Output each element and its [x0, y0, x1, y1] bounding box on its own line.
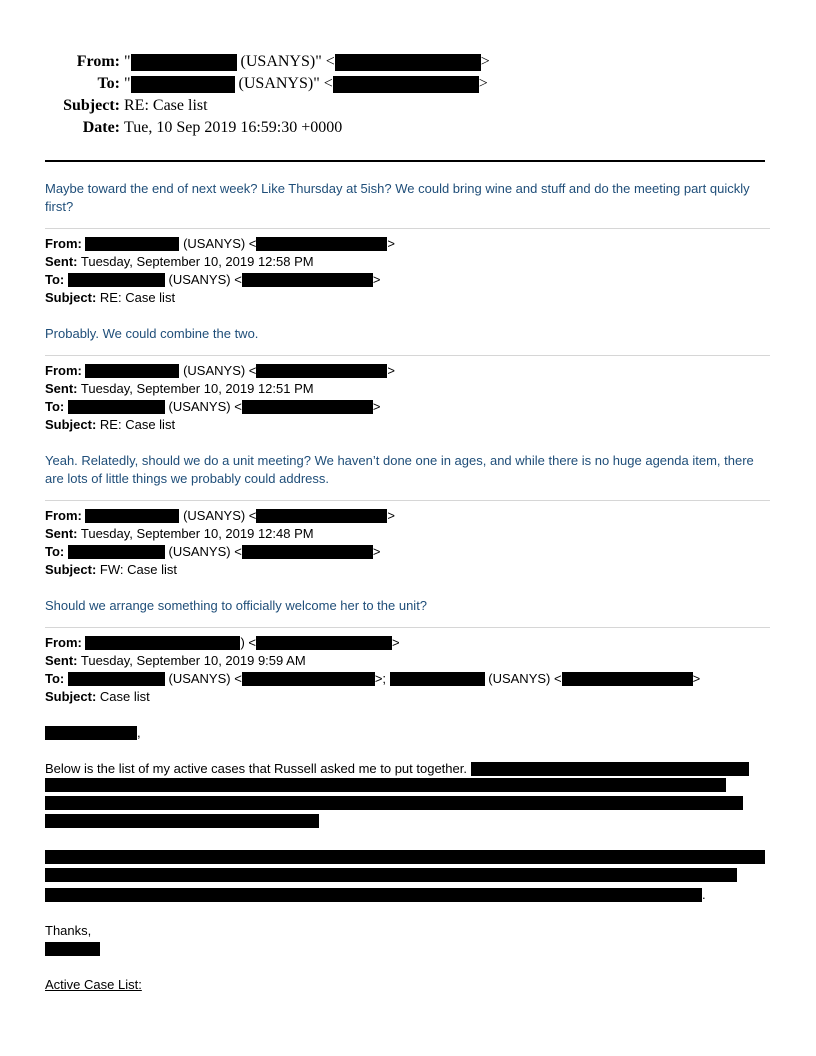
redaction-box	[68, 672, 165, 686]
greeting: ,	[45, 724, 770, 742]
header-to-name: (USANYS)" <	[234, 75, 333, 92]
email-header	[0, 52, 816, 140]
redaction-box	[85, 364, 179, 378]
redaction-box	[390, 672, 485, 686]
redaction-box	[85, 509, 179, 523]
sent-date: Tuesday, September 10, 2019 12:51 PM	[80, 381, 314, 396]
sign-off: Thanks,	[45, 923, 92, 938]
email-thread: Maybe toward the end of next week? Like Thursday at 5ish? We could bring wine and stuff and do the meeting part quickly first? From: (USANYS) < > Sent: Tuesday, September 10, 2019 12:58 PM To: (USANYS) < > Subject: RE: Case list Probably. We could combine the two. From: (USANYS) < > Sent: Tuesday, September 10, 2019 12:51 PM To: (USANYS) < > Subject: RE: Case list Yeah. Relatedly, should we do a unit meeting? We haven’t done one in ages, and while there is no huge agenda item, there are lots of little things we probably could address. From: (USANYS) < > Sent: Tuesday, September 10, 2019 12:48 PM To: (USANYS) < > Subject: FW: Case list Should we arrange something to officially welcome her to the unit? From: ) < > Sent: Tuesday, September 10, 2019 9:59 AM To: (USANYS) < >; (USANYS) < > Subject: Case list , Below is the list of my active cases that Russell asked me to put together. . Thanks, Active Case List:	[45, 180, 770, 994]
redaction-box	[68, 545, 165, 559]
header-from-name: (USANYS)" <	[236, 53, 335, 70]
redaction-box	[45, 796, 743, 810]
redaction-box	[256, 364, 387, 378]
redaction-box	[256, 237, 387, 251]
redaction-box	[242, 400, 373, 414]
active-case-list-heading: Active Case List:	[45, 977, 142, 992]
header-from-label: From:	[76, 53, 120, 70]
redaction-box	[68, 400, 165, 414]
redaction-box	[45, 778, 726, 792]
header-date-label: Date:	[82, 119, 120, 136]
redaction-box	[562, 672, 693, 686]
message-body: Maybe toward the end of next week? Like Thursday at 5ish? We could bring wine and stuff and do the meeting part quickly first?	[45, 181, 750, 214]
sent-date: Tuesday, September 10, 2019 12:58 PM	[80, 254, 314, 269]
redaction-box	[68, 273, 165, 287]
redaction-box	[131, 76, 235, 93]
quoted-header: From: (USANYS) < > Sent: Tuesday, September 10, 2019 12:48 PM To: (USANYS) < > Subject: FW: Case list	[45, 508, 395, 577]
redaction-box	[242, 273, 373, 287]
header-subject-label: Subject:	[63, 97, 120, 114]
quoted-header: From: (USANYS) < > Sent: Tuesday, September 10, 2019 12:58 PM To: (USANYS) < > Subject: RE: Case list	[45, 236, 395, 305]
header-from-row: From: " (USANYS)" < >	[76, 53, 490, 70]
redaction-box	[335, 54, 481, 71]
redaction-box	[256, 509, 387, 523]
header-divider	[45, 160, 765, 162]
body-intro-line: Below is the list of my active cases that Russell asked me to put together.	[45, 760, 770, 778]
signature	[45, 940, 770, 958]
redaction-box	[333, 76, 479, 93]
header-subject: RE: Case list	[124, 97, 208, 114]
redaction-box	[242, 545, 373, 559]
redaction-box	[45, 726, 137, 740]
redaction-box	[85, 237, 179, 251]
header-date: Tue, 10 Sep 2019 16:59:30 +0000	[124, 119, 343, 136]
message-body: Should we arrange something to officially welcome her to the unit?	[45, 598, 428, 613]
message-body: Yeah. Relatedly, should we do a unit meeting? We haven’t done one in ages, and while there is no huge agenda item, there are lots of little things we probably could address.	[45, 453, 754, 486]
message-body: Probably. We could combine the two.	[45, 326, 259, 341]
header-subject-row	[0, 96, 816, 118]
quoted-header: From: (USANYS) < > Sent: Tuesday, September 10, 2019 12:51 PM To: (USANYS) < > Subject: RE: Case list	[45, 363, 395, 432]
redaction-box	[242, 672, 375, 686]
header-to-label: To:	[97, 75, 120, 92]
redaction-box	[471, 762, 749, 776]
redaction-box	[45, 868, 737, 882]
redaction-box	[256, 636, 392, 650]
sent-date: Tuesday, September 10, 2019 9:59 AM	[80, 653, 306, 668]
quoted-header: From: ) < > Sent: Tuesday, September 10, 2019 9:59 AM To: (USANYS) < >; (USANYS) < > Subject: Case list	[45, 635, 701, 704]
redaction-box	[45, 814, 319, 828]
header-to-row: To: " (USANYS)" < >	[97, 75, 488, 92]
redaction-box	[85, 636, 240, 650]
header-date-row	[0, 118, 816, 140]
redaction-box	[131, 54, 237, 71]
redaction-box	[45, 850, 765, 864]
sent-date: Tuesday, September 10, 2019 12:48 PM	[80, 526, 314, 541]
redaction-box	[45, 942, 100, 956]
redaction-box	[45, 888, 702, 902]
